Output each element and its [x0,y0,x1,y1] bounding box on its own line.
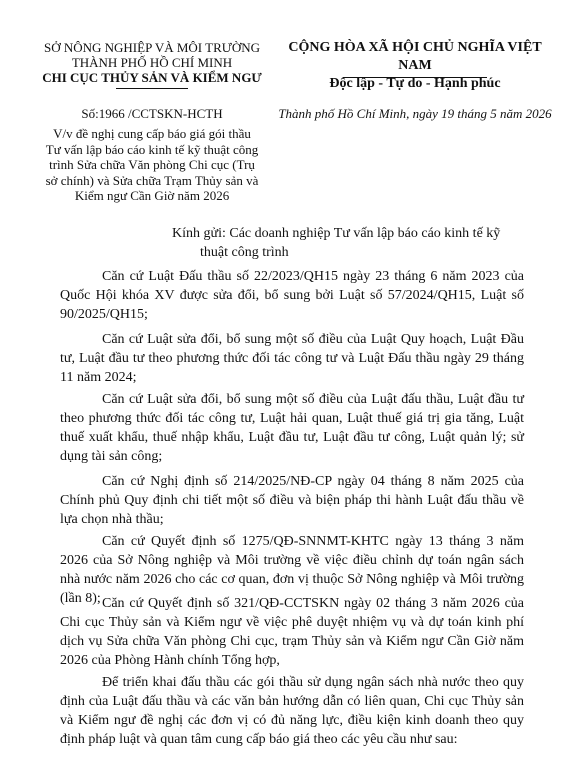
subject-line: V/v đề nghị cung cấp báo giá gói thầu [53,126,251,141]
header-left [28,40,276,85]
header-left-underline [116,88,188,89]
document-number: Số:1966 /CCTSKN-HCTH [81,106,223,121]
recipient [172,224,532,262]
subject-line: Tư vấn lập báo cáo kinh tế kỹ thuật công [45,141,259,157]
paragraph: Căn cứ Luật sửa đổi, bổ sung một số điều của Luật đấu thầu, Luật đầu tư theo phương thức đối tác công tư, Luật hải quan, Luật thuế giá trị gia tăng, Luật thuế xuất khẩu, thuế nhập khẩu, Luật đầu tư, Luật đầu tư công, Luật quản lý; sử dụng tài sản công; [60,392,524,464]
paragraph: Căn cứ Quyết định số 321/QĐ-CCTSKN ngày 02 tháng 3 năm 2026 của Chi cục Thủy sản và Kiểm ngư về việc phê duyệt nhiệm vụ và dự toán kinh phí dịch vụ Sửa chữa Văn phòng Chi cục, trạm Thủy sản và Kiểm ngư Cần Giờ năm 2026 của Phòng Hành chính Tổng hợp, [60,596,524,668]
recipient-line: Kính gửi: Các doanh nghiệp Tư vấn lập báo cáo kinh tế kỹ [172,226,501,241]
recipient-line: thuật công trình [200,245,289,260]
paragraph: Căn cứ Quyết định số 1275/QĐ-SNNMT-KHTC ngày 13 tháng 3 năm 2026 của Sở Nông nghiệp và Môi trường về việc điều chỉnh dự toán ngân sách nhà nước năm 2026 cho các cơ quan, đơn vị thuộc Sở Nông nghiệp và Môi trường (lần 8); [60,534,524,606]
subject-line: sở chính) và Sửa chữa Trạm Thủy sản và [45,172,259,188]
header-right [272,39,558,93]
agency-line-1: SỞ NÔNG NGHIỆP VÀ MÔI TRƯỜNG [43,40,261,55]
paragraph: Căn cứ Nghị định số 214/2025/NĐ-CP ngày 04 tháng 8 năm 2025 của Chính phủ Quy định chi tiết một số điều và biện pháp thi hành Luật đấu thầu về lựa chọn nhà thầu; [60,474,524,527]
department-name: CHI CỤC THỦY SẢN VÀ KIỂM NGƯ [42,70,262,85]
agency-line-2: THÀNH PHỐ HỒ CHÍ MINH [71,55,233,70]
motto-underline [343,77,487,78]
paragraph: Căn cứ Luật sửa đổi, bổ sung một số điều của Luật Quy hoạch, Luật Đầu tư, Luật đầu tư theo phương thức đối tác công tư và Luật Đấu thầu ngày 29 tháng 11 năm 2024; [60,332,524,385]
national-motto: Độc lập - Tự do - Hạnh phúc [329,76,501,91]
paragraph: Căn cứ Luật Đấu thầu số 22/2023/QH15 ngày 23 tháng 6 năm 2023 của Quốc Hội khóa XV được sửa đổi, bổ sung bởi Luật số 57/2024/QH15, Luật số 90/2025/QH15; [60,269,524,322]
paragraph: Để triển khai đấu thầu các gói thầu sử dụng ngân sách nhà nước theo quy định của Luật đấu thầu và các văn bản hướng dẫn có liên quan, Chi cục Thủy sản và Kiểm ngư đề nghị các đơn vị có đủ năng lực, điều kiện kinh doanh theo quy định pháp luật và quan tâm cung cấp báo giá theo các yêu cầu như sau: [60,675,524,747]
subject-line: Kiểm ngư Cần Giờ năm 2026 [74,188,230,203]
nation-title: CỘNG HÒA XÃ HỘI CHỦ NGHĨA VIỆT NAM [288,40,542,73]
subject-line: trình Sửa chữa Văn phòng Chi cục (Trụ [49,157,255,172]
place-date: Thành phố Hồ Chí Minh, ngày 19 tháng 5 năm 2026 [278,106,552,121]
subject [28,126,276,204]
